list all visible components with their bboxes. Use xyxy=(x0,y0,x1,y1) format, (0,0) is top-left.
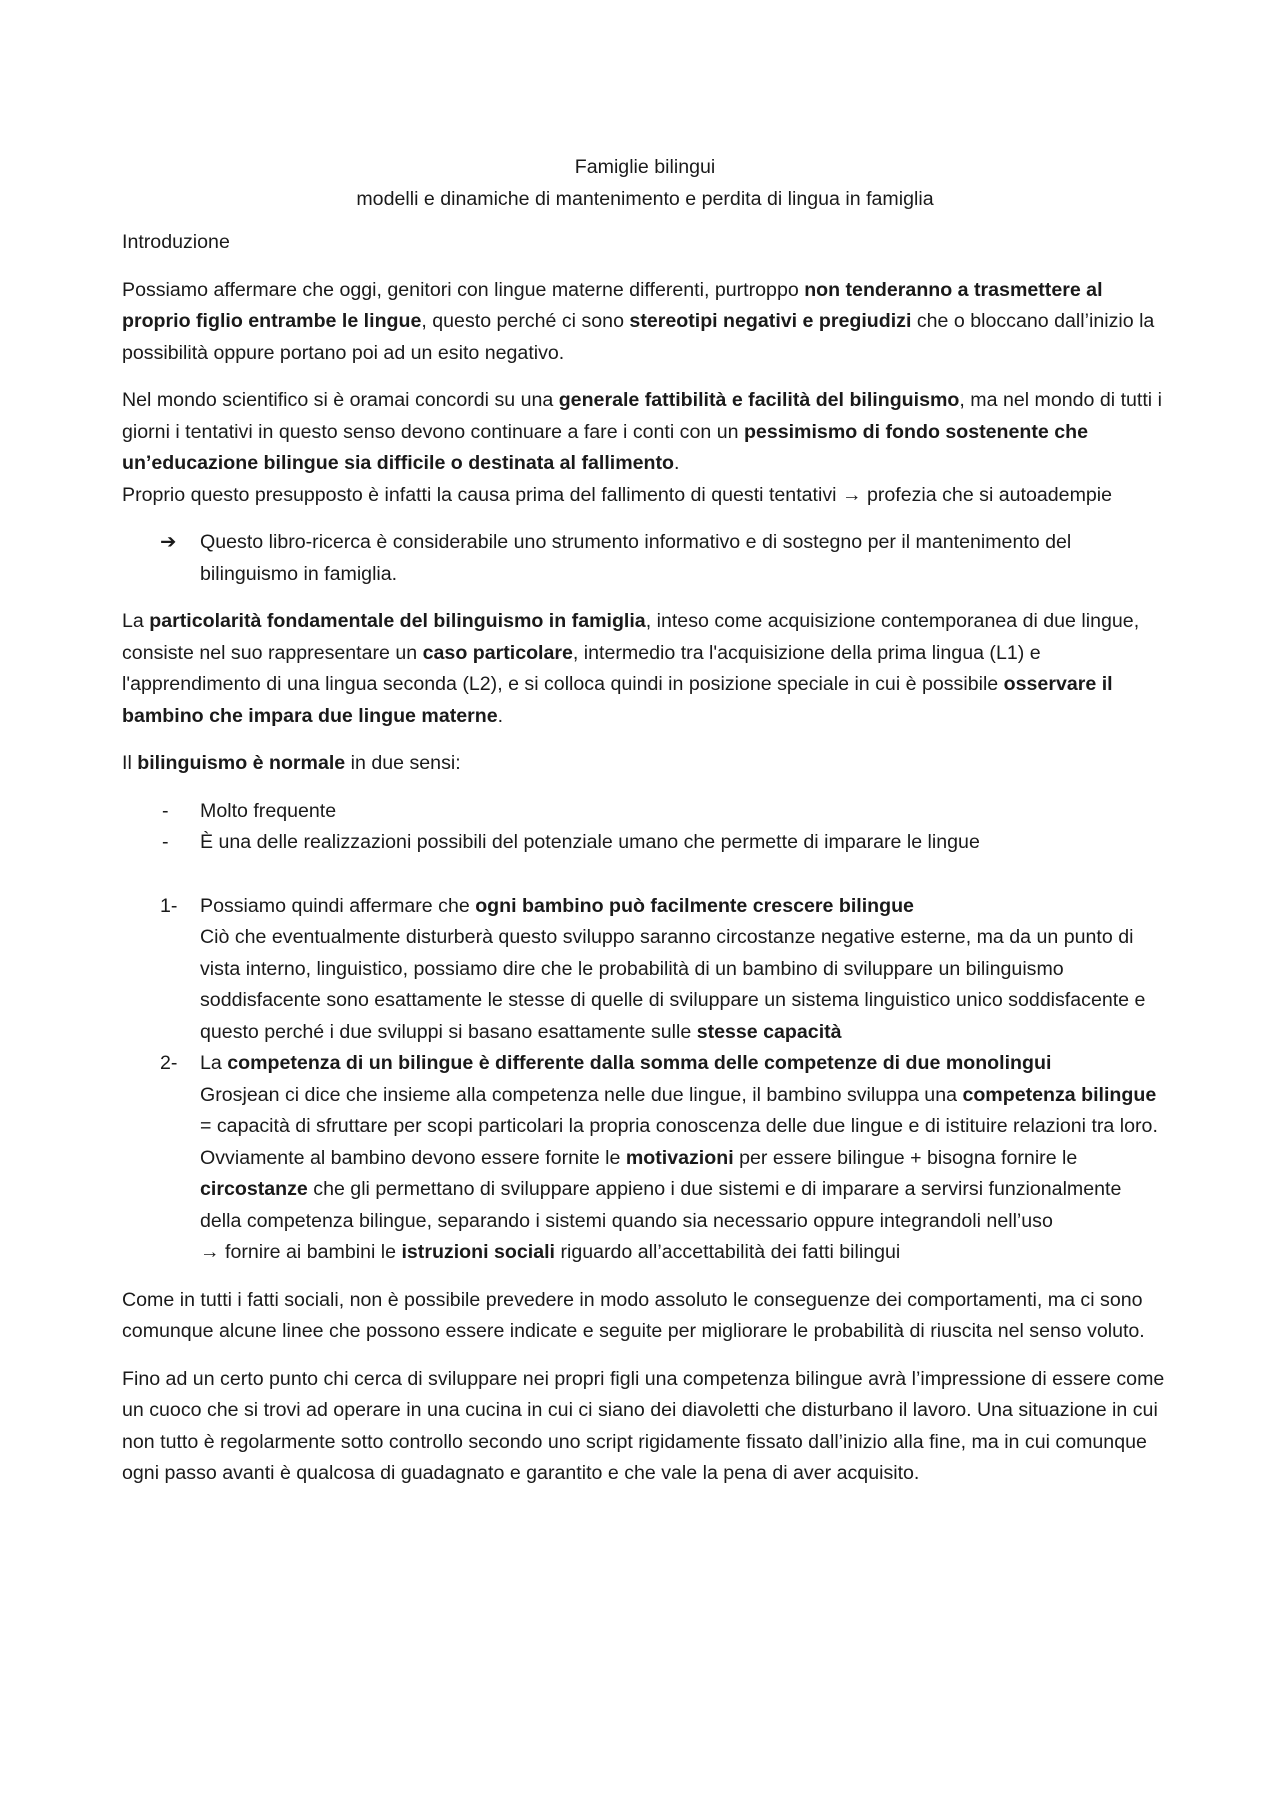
dash-list xyxy=(122,796,1168,859)
document-subtitle: modelli e dinamiche di mantenimento e perdita di lingua in famiglia xyxy=(356,187,934,210)
paragraph-6: Fino ad un certo punto chi cerca di sviluppare nei propri figli una competenza bilingue avrà l’impressione di essere come un cuoco che si trovi ad operare in una cucina in cui ci siano dei diavoletti che disturbano il lavoro. Una situazione in cui non tutto è regolarmente sotto controllo secondo uno script rigidamente fissato dall’inizio alla fine, ma in cui comunque ogni passo avanti è qualcosa di guadagnato e garantito e che vale la pena di aver acquisito. xyxy=(122,1367,1165,1484)
paragraph-5: Come in tutti i fatti sociali, non è possibile prevedere in modo assoluto le conseguenze dei comportamenti, ma ci sono comunque alcune linee che possono essere indicate e seguite per migliorare le probabilità di riuscita nel senso voluto. xyxy=(122,1288,1145,1342)
arrow-bullet-icon: ➔ xyxy=(160,531,177,553)
arrow-right-icon: → xyxy=(841,483,862,506)
list-item: ➔ Questo libro-ricerca è considerabile uno strumento informativo e di sostegno per il mantenimento del bilinguismo in famiglia. xyxy=(122,527,1168,590)
document-title: Famiglie bilingui xyxy=(574,156,716,178)
numbered-list xyxy=(122,891,1168,1269)
list-item: - Molto frequente xyxy=(122,796,1168,828)
dash-bullet: - xyxy=(162,799,169,822)
paragraph-2: Nel mondo scientifico si è oramai concordi su una generale fattibilità e facilità del bilinguismo, ma nel mondo di tutti i giorni i tentativi in questo senso devono continuare a fare i conti con un pessimismo di fondo sostenente che un’educazione bilingue sia difficile o destinata al fallimento. Proprio questo presupposto è infatti la causa prima del fallimento di questi tentativi → profezia che si autoadempie xyxy=(122,389,1162,506)
list-item: - È una delle realizzazioni possibili del potenziale umano che permette di imparare le lingue xyxy=(122,827,1168,859)
section-heading: Introduzione xyxy=(122,231,230,253)
number-marker: 1- xyxy=(160,894,178,917)
paragraph-1: Possiamo affermare che oggi, genitori con lingue materne differenti, purtroppo non tenderanno a trasmettere al proprio figlio entrambe le lingue, questo perché ci sono stereotipi negativi e pregiudizi che o bloccano dall’inizio la possibilità oppure portano poi ad un esito negativo. xyxy=(122,278,1155,364)
paragraph-4: Il bilinguismo è normale in due sensi: xyxy=(122,752,461,774)
paragraph-3: La particolarità fondamentale del bilinguismo in famiglia, inteso come acquisizione contemporanea di due lingue, consiste nel suo rappresentare un caso particolare, intermedio tra l'acquisizione della prima lingua (L1) e l'apprendimento di una lingua seconda (L2), e si colloca quindi in posizione speciale in cui è possibile osservare il bambino che impara due lingue materne. xyxy=(122,610,1140,727)
arrow-list xyxy=(122,527,1168,590)
list-item: 2- La competenza di un bilingue è differente dalla somma delle competenze di due monolingui Grosjean ci dice che insieme alla competenza nelle due lingue, il bambino sviluppa una competenza bilingue = capacità di sfruttare per scopi particolari la propria conoscenza delle due lingue e di istituire relazioni tra loro. Ovviamente al bambino devono essere fornite le motivazioni per essere bilingue + bisogna fornire le circostanze che gli permettano di sviluppare appieno i due sistemi e di imparare a servirsi funzionalmente della competenza bilingue, separando i sistemi quando sia necessario oppure integrandoli nell’uso → fornire ai bambini le istruzioni sociali riguardo all’accettabilità dei fatti bilingui xyxy=(122,1048,1168,1269)
number-marker: 2- xyxy=(160,1052,178,1074)
dash-bullet: - xyxy=(162,831,169,853)
list-item: 1- Possiamo quindi affermare che ogni bambino può facilmente crescere bilingue Ciò che eventualmente disturberà questo sviluppo saranno circostanze negative esterne, ma da un punto di vista interno, linguistico, possiamo dire che le probabilità di un bambino di sviluppare un bilinguismo soddisfacente sono esattamente le stesse di quelle di sviluppare un sistema linguistico unico soddisfacente e questo perché i due sviluppi si basano esattamente sulle stesse capacità xyxy=(122,891,1168,1049)
title-block xyxy=(122,152,1168,215)
arrow-right-icon: → xyxy=(200,1241,220,1263)
